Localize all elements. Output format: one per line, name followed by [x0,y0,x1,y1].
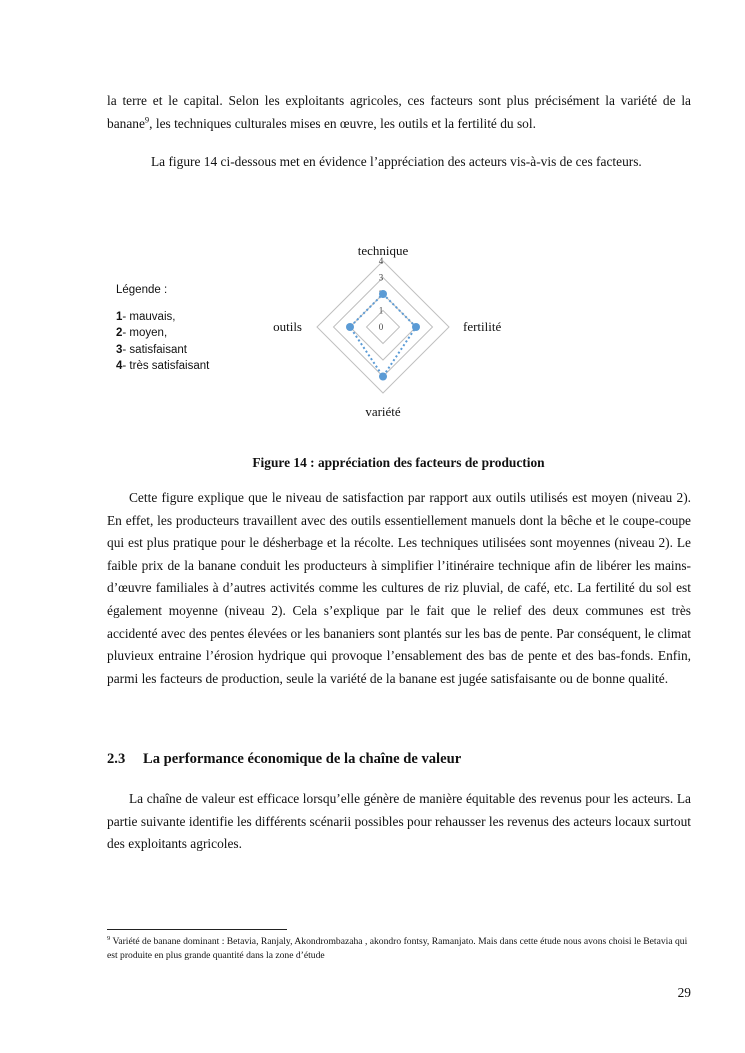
legend-item-num: 2 [116,327,123,340]
radar-axis-labels [273,243,501,419]
footnote [107,935,691,964]
radar-axis-label-outils: outils [273,319,302,334]
radar-point-outils [346,323,354,331]
legend-item-num: 1 [116,310,123,323]
legend-item-text: - satisfaisant [122,343,187,356]
paragraph-intro-text-b: , les techniques culturales mises en œuvre, les outils et la fertilité du sol. [149,115,536,131]
legend-item [116,358,209,375]
legend-item [116,309,209,326]
legend-item-text: - moyen, [122,327,168,340]
legend-item [116,342,209,359]
footnote-marker: 9 [107,934,111,942]
radar-point-variété [379,373,387,381]
radar-tick-label: 4 [378,256,384,266]
section-title: La performance économique de la chaîne de valeur [143,751,462,767]
radar-axis-label-fertilité: fertilité [463,319,502,334]
figure-caption: Figure 14 : appréciation des facteurs de production [252,455,545,470]
legend-item-num: 4 [116,360,123,373]
legend-item-text: - mauvais, [122,310,176,323]
legend-item-text: - très satisfaisant [122,360,210,373]
radar-axis-label-technique: technique [357,243,409,258]
radar-chart [255,228,525,428]
legend-title: Légende : [116,284,168,296]
radar-tick-label: 0 [378,322,384,332]
section-heading [107,751,461,768]
paragraph-value-chain: La chaîne de valeur est efficace lorsqu’elle génère de manière équitable des revenus pour les acteurs. La partie suivante identifie les différents scénarii possibles pour rehausser les revenus des acteurs locaux surtout des exploitants agricoles. [107,791,691,852]
legend-item [116,325,209,342]
footnote-text: Variété de banane dominant : Betavia, Ranjaly, Akondrombazaha , akondro fontsy, Ramanjato. Mais dans cette étude nous avons choisi le Betavia qui est produite en plus grande quantité dans la zone d’étude [107,936,688,962]
radar-point-fertilité [412,323,420,331]
paragraph-intro-text-a: la terre et le capital. Selon les exploitants agricoles, ces facteurs sont plus précisément la variété de la banane [107,93,691,131]
radar-point-technique [379,290,387,298]
paragraph-figure-intro: La figure 14 ci-dessous met en évidence l’appréciation des acteurs vis-à-vis de ces facteurs. [151,154,642,169]
paragraph-analysis: Cette figure explique que le niveau de satisfaction par rapport aux outils utilisés est moyen (niveau 2). En effet, les producteurs travaillent avec des outils essentiellement manuels dont la bêche et le coupe-coupe qui est plus pratique pour le désherbage et la récolte. Les techniques utilisées sont moyennes (niveau 2). Le faible prix de la banane conduit les producteurs à simplifier l’itinéraire technique afin de libérer les mains-d’œuvre familiales à d’autres activités comme les cultures de riz pluvial, de café, etc. La fertilité du sol est également moyenne (niveau 2). Cela s’explique par le fait que le relief des deux communes est très accidenté avec des pentes élevées or les bananiers sont plantés sur les bas de pente. Par conséquent, le climat pluvieux entraine l’érosion hydrique qui provoque l’ensablement des bas de pente et des bas-fonds. Enfin, parmi les facteurs de production, seule la variété de la banane est jugée satisfaisante ou de bonne qualité. [107,490,691,686]
footnote-ref[interactable]: 9 [144,114,150,125]
page-number: 29 [677,985,691,1000]
paragraph-intro [107,90,691,135]
section-number: 2.3 [107,751,126,767]
radar-tick-label: 1 [378,305,384,316]
radar-tick-label: 3 [378,272,384,283]
footnote-divider [107,929,287,930]
radar-axis-label-variété: variété [365,404,401,419]
chart-legend [116,282,209,375]
legend-item-num: 3 [116,343,123,356]
